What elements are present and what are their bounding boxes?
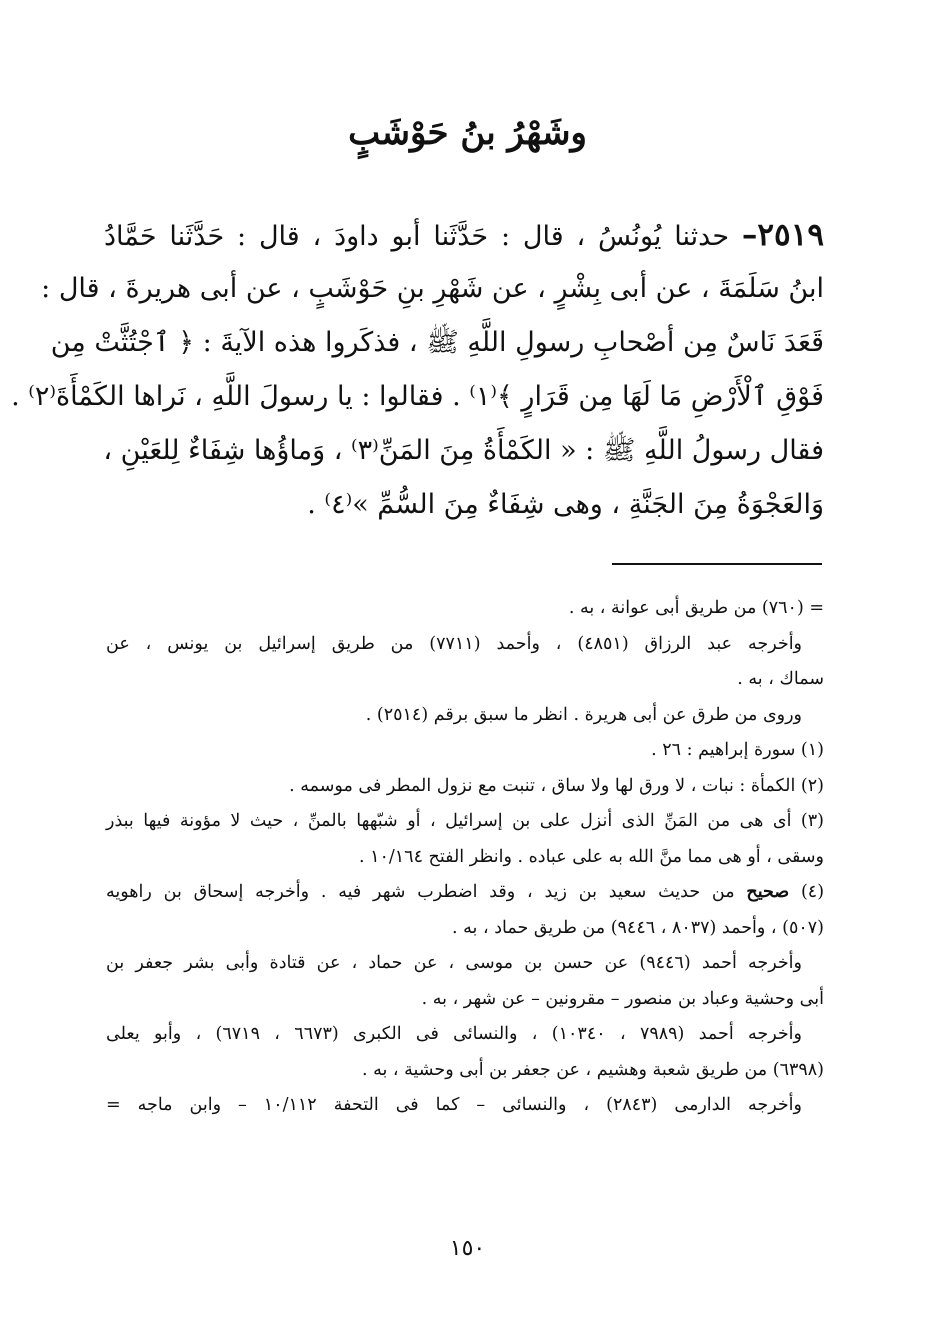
footnote-line: (١) سورة إبراهيم : ٢٦ . bbox=[651, 740, 824, 760]
hadith-number: ٢٥١٩– bbox=[741, 217, 824, 253]
footnote-line: (٦٣٩٨) من طريق شعبة وهشيم ، عن جعفر بن أبى وحشية ، به . bbox=[361, 1059, 824, 1080]
footnote-line: سماك ، به . bbox=[737, 669, 824, 689]
footnote-line: أبى وحشية وعباد بن منصور – مقرونين – عن شهر ، به . bbox=[421, 988, 824, 1009]
hadith-line: ٢٥١٩– حدثنا يُونُسُ ، قال : حَدَّثَنا أبو داودَ ، قال : حَدَّثَنا حَمَّادُ bbox=[104, 217, 824, 253]
hadith-line: قَعَدَ نَاسٌ مِن أصْحابِ رسولِ اللَّهِ ﷺ ، فذكَروا هذه الآيةَ : ﴿ ٱجْتُثَّتْ مِن bbox=[50, 327, 824, 358]
footnote-line: وأخرجه أحمد (٩٤٤٦) عن حسن بن موسى ، عن حماد ، عن قتادة وأبى بشر جعفر بن bbox=[106, 953, 802, 973]
hadith-line: ابنُ سَلَمَةَ ، عن أبى بِشْرٍ ، عن شَهْرِ بنِ حَوْشَبٍ ، عن أبى هريرةَ ، قال : bbox=[41, 273, 824, 304]
hadith-text bbox=[11, 208, 824, 532]
footnote-line: (٢) الكمأة : نبات ، لا ورق لها ولا ساق ، تنبت مع نزول المطر فى موسمه . bbox=[289, 775, 824, 796]
page-number: ١٥٠ bbox=[449, 1236, 486, 1261]
footnote-line: وسقى ، أو هى مما منَّ الله به على عباده . وانظر الفتح ١٠/١٦٤ . bbox=[358, 846, 824, 867]
hadith-line: وَالعَجْوَةُ مِنَ الجَنَّةِ ، وهى شِفَاءٌ مِنَ السُّمِّ »⁽٤⁾ . bbox=[307, 489, 824, 520]
footnote-line: = (٧٦٠) من طريق أبى عوانة ، به . bbox=[568, 598, 824, 618]
footnote-line: (٣) أى هى من المَنِّ الذى أنزل على بن إسرائيل ، أو شبّهها بالمنِّ ، حيث لا مؤونة فيها ببذر bbox=[106, 811, 824, 831]
footnote-line: وأخرجه الدارمى (٢٨٤٣) ، والنسائى – كما فى التحفة ١٠/١١٢ – وابن ماجه = bbox=[106, 1095, 802, 1115]
chapter-title: وشَهْرُ بنُ حَوْشَبٍ bbox=[348, 113, 587, 153]
footnote-line: (٥٠٧) ، وأحمد (٨٠٣٧ ، ٩٤٤٦) من طريق حماد ، به . bbox=[452, 917, 824, 938]
footnote-separator bbox=[612, 563, 822, 565]
grading-word: صحيح bbox=[746, 882, 790, 902]
footnote-line: (٤) صحيح من حديث سعيد بن زيد ، وقد اضطرب شهر فيه . وأخرجه إسحاق بن راهويه bbox=[106, 882, 825, 902]
footnote-line: وأخرجه عبد الرزاق (٤٨٥١) ، وأحمد (٧٧١١) من طريق إسرائيل بن يونس ، عن bbox=[106, 633, 803, 654]
footnote-line: وروى من طرق عن أبى هريرة . انظر ما سبق برقم (٢٥١٤) . bbox=[365, 704, 802, 725]
hadith-line: فقال رسولُ اللَّهِ ﷺ : « الكَمْأَةُ مِنَ المَنِّ⁽٣⁾ ، وَماؤُها شِفَاءٌ لِلعَيْنِ ، bbox=[103, 435, 824, 466]
footnotes bbox=[106, 592, 824, 1125]
footnote-line: وأخرجه أحمد (٧٩٨٩ ، ١٠٣٤٠) ، والنسائى فى الكبرى (٦٦٧٣ ، ٦٧١٩) ، وأبو يعلى bbox=[106, 1024, 802, 1044]
hadith-line: فَوْقِ ٱلْأَرْضِ مَا لَهَا مِن قَرَارٍ ﴾⁽١⁾ . فقالوا : يا رسولَ اللَّهِ ، نَراها الكَمْأَةَ⁽٢⁾ . bbox=[11, 381, 824, 412]
